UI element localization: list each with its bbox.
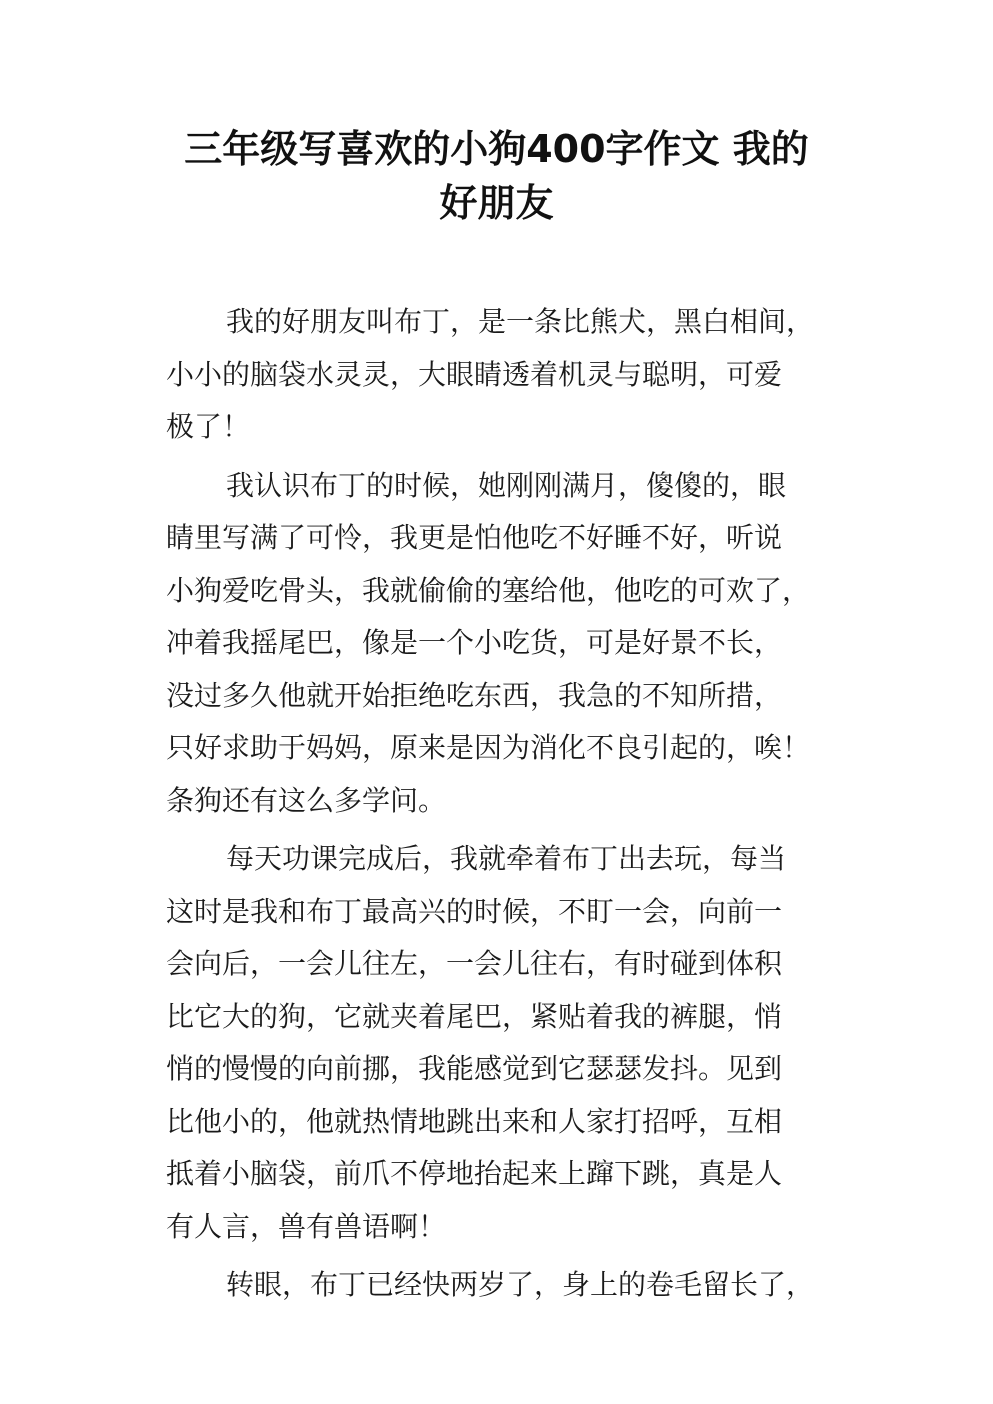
paragraph-line: 悄的慢慢的向前挪，我能感觉到它瑟瑟发抖。见到	[166, 1052, 783, 1085]
title-line: 好朋友	[439, 181, 554, 225]
title-line: 三年级写喜欢的小狗400字作文 我的	[184, 127, 809, 171]
paragraph-line: 条狗还有这么多学问。	[166, 783, 447, 817]
paragraph	[166, 296, 844, 454]
paragraph-line: 每天功课完成后，我就牵着布丁出去玩，每当	[226, 842, 787, 875]
paragraph	[166, 833, 844, 1253]
paragraph-line: 只好求助于妈妈，原来是因为消化不良引起的，唉！	[166, 731, 811, 764]
paragraph	[166, 460, 844, 828]
article-body	[166, 296, 844, 1318]
paragraph-line: 转眼，布丁已经快两岁了，身上的卷毛留长了，	[226, 1268, 815, 1301]
paragraph-line: 比他小的，他就热情地跳出来和人家打招呼，互相	[166, 1104, 783, 1138]
paragraph	[166, 1259, 844, 1312]
paragraph-line: 睛里写满了可怜，我更是怕他吃不好睡不好，听说	[166, 521, 783, 554]
paragraph-line: 小狗爱吃骨头，我就偷偷的塞给他，他吃的可欢了，	[166, 573, 811, 607]
paragraph-line: 没过多久他就开始拒绝吃东西，我急的不知所措，	[166, 678, 783, 712]
paragraph-line: 冲着我摇尾巴，像是一个小吃货，可是好景不长，	[166, 626, 783, 659]
paragraph-line: 抵着小脑袋，前爪不停地抬起来上蹿下跳，真是人	[166, 1157, 783, 1190]
paragraph-line: 小小的脑袋水灵灵，大眼睛透着机灵与聪明，可爱	[166, 357, 783, 391]
paragraph-line: 有人言，兽有兽语啊！	[166, 1209, 447, 1243]
paragraph-line: 我的好朋友叫布丁，是一条比熊犬，黑白相间，	[226, 305, 815, 338]
paragraph-line: 这时是我和布丁最高兴的时候，不盯一会，向前一	[166, 894, 783, 928]
document-title	[150, 122, 843, 230]
paragraph-line: 会向后，一会儿往左，一会儿往右，有时碰到体积	[166, 947, 783, 980]
paragraph-line: 极了！	[166, 410, 251, 443]
paragraph-line: 我认识布丁的时候，她刚刚满月，傻傻的，眼	[226, 468, 787, 502]
paragraph-line: 比它大的狗，它就夹着尾巴，紧贴着我的裤腿，悄	[166, 999, 783, 1033]
